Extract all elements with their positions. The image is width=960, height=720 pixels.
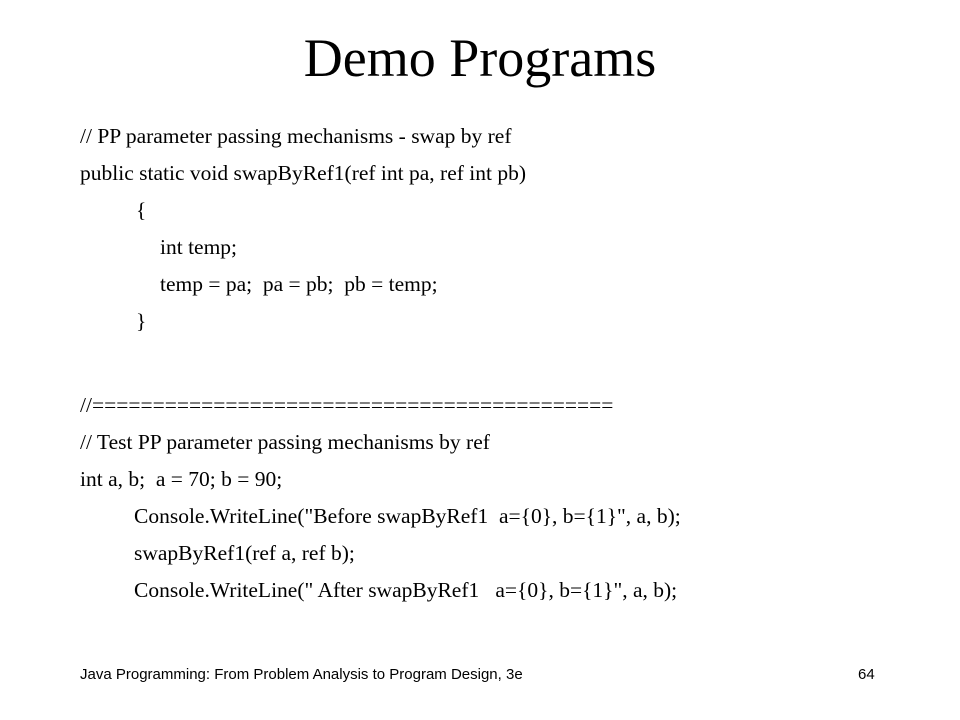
code-line-init-vars: int a, b; a = 70; b = 90; xyxy=(80,467,283,491)
code-line-open-brace: { xyxy=(136,198,147,222)
code-line-separator: //=========================================== xyxy=(80,393,614,417)
code-line-comment-test: // Test PP parameter passing mechanisms by ref xyxy=(80,430,490,454)
code-line-method-signature: public static void swapByRef1(ref int pa, ref int pb) xyxy=(80,161,527,185)
code-line-print-before: Console.WriteLine("Before swapByRef1 a={0}, b={1}", a, b); xyxy=(134,504,681,528)
code-line-swap-statements: temp = pa; pa = pb; pb = temp; xyxy=(160,272,438,296)
slide-title: Demo Programs xyxy=(303,28,657,88)
page-number: 64 xyxy=(858,666,875,683)
code-line-comment-swap: // PP parameter passing mechanisms - swap by ref xyxy=(80,124,512,148)
footer-source: Java Programming: From Problem Analysis to Program Design, 3e xyxy=(80,666,523,683)
code-line-print-after: Console.WriteLine(" After swapByRef1 a={0}, b={1}", a, b); xyxy=(134,578,678,602)
code-line-call-swap: swapByRef1(ref a, ref b); xyxy=(134,541,355,565)
code-line-close-brace: } xyxy=(136,309,147,333)
code-line-declare-temp: int temp; xyxy=(160,235,238,259)
